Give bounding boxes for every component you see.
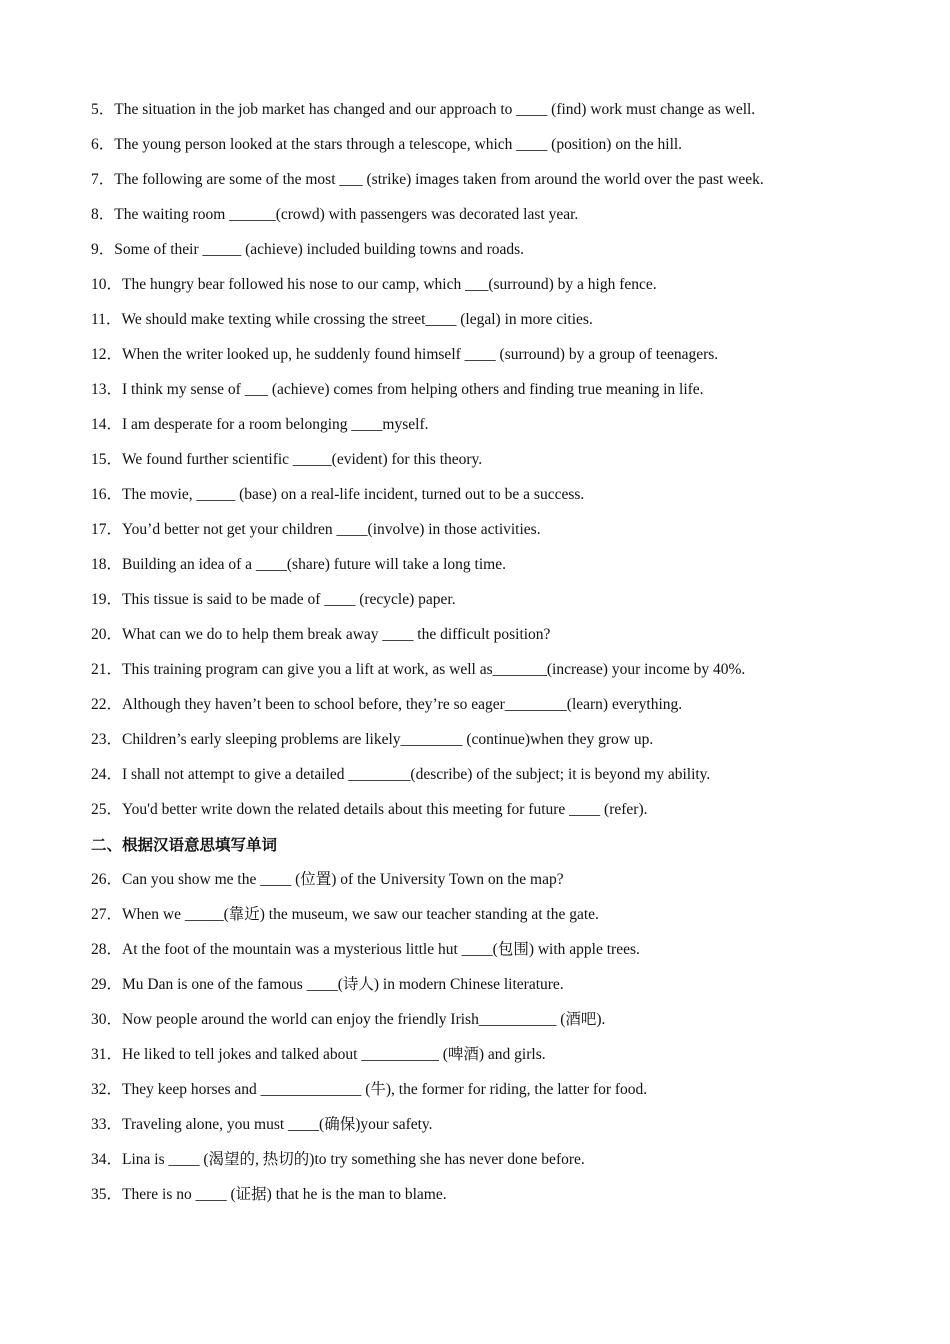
exercise-number: 26． (91, 871, 123, 888)
exercise-number: 7． (91, 171, 115, 188)
exercise-item (91, 308, 891, 343)
exercise-sentence: Traveling alone, you must ____(确保)your safety. (122, 1116, 433, 1133)
exercise-item (91, 1183, 891, 1218)
exercise-sentence: He liked to tell jokes and talked about __________ (啤酒) and girls. (122, 1046, 546, 1063)
exercise-sentence: Although they haven’t been to school before, they’re so eager________(learn) everything. (122, 696, 683, 713)
exercise-sentence: The hungry bear followed his nose to our camp, which ___(surround) by a high fence. (122, 276, 657, 293)
exercise-item (91, 973, 891, 1008)
exercise-number: 24． (91, 766, 123, 783)
exercise-number: 33． (91, 1116, 123, 1133)
exercise-number: 12． (91, 346, 123, 363)
exercise-sentence: What can we do to help them break away ____ the difficult position? (122, 626, 551, 643)
exercise-sentence: There is no ____ (证据) that he is the man to blame. (122, 1186, 447, 1203)
exercise-number: 27． (91, 906, 123, 923)
exercise-number: 20． (91, 626, 123, 643)
exercise-sentence: This training program can give you a lift at work, as well as_______(increase) your income by 40%. (122, 661, 746, 678)
exercise-item (91, 203, 891, 238)
exercise-sentence: The situation in the job market has changed and our approach to ____ (find) work must change as well. (114, 101, 756, 118)
exercise-number: 10． (91, 276, 123, 293)
exercise-number: 23． (91, 731, 123, 748)
exercise-item (91, 693, 891, 728)
exercise-number: 25． (91, 801, 123, 818)
exercise-item (91, 798, 891, 833)
exercise-number: 34． (91, 1151, 123, 1168)
exercise-sentence: I shall not attempt to give a detailed ________(describe) of the subject; it is beyond my ability. (122, 766, 711, 783)
exercise-item (91, 413, 891, 448)
exercise-number: 28． (91, 941, 123, 958)
section-2-heading: 二、根据汉语意思填写单词 (91, 836, 278, 854)
exercise-number: 22． (91, 696, 123, 713)
exercise-item (91, 238, 891, 273)
exercise-number: 14． (91, 416, 123, 433)
exercise-item (91, 658, 891, 693)
exercise-item (91, 273, 891, 308)
exercise-sentence: You’d better not get your children ____(involve) in those activities. (122, 521, 541, 538)
exercise-item (91, 623, 891, 658)
exercise-sentence: The following are some of the most ___ (strike) images taken from around the world over the past week. (114, 171, 764, 188)
exercise-number: 16． (91, 486, 123, 503)
exercise-item (91, 133, 891, 168)
exercise-number: 19． (91, 591, 123, 608)
exercise-number: 15． (91, 451, 123, 468)
worksheet-content (91, 98, 891, 1218)
exercise-number: 6． (91, 136, 115, 153)
exercise-item (91, 1078, 891, 1113)
exercise-sentence: Mu Dan is one of the famous ____(诗人) in modern Chinese literature. (122, 976, 564, 993)
exercise-sentence: I think my sense of ___ (achieve) comes from helping others and finding true meaning in life. (122, 381, 704, 398)
exercise-item (91, 518, 891, 553)
exercise-item (91, 448, 891, 483)
exercise-sentence: Building an idea of a ____(share) future will take a long time. (122, 556, 506, 573)
exercise-item (91, 378, 891, 413)
exercise-number: 30． (91, 1011, 123, 1028)
section-1-exercise-list (91, 98, 891, 833)
exercise-sentence: Can you show me the ____ (位置) of the University Town on the map? (122, 871, 564, 888)
exercise-item (91, 903, 891, 938)
exercise-item (91, 1043, 891, 1078)
exercise-sentence: At the foot of the mountain was a mysterious little hut ____(包围) with apple trees. (122, 941, 640, 958)
exercise-number: 9． (91, 241, 115, 258)
exercise-sentence: You'd better write down the related details about this meeting for future ____ (refer). (122, 801, 648, 818)
exercise-item (91, 483, 891, 518)
exercise-number: 18． (91, 556, 123, 573)
exercise-number: 8． (91, 206, 115, 223)
exercise-number: 17． (91, 521, 123, 538)
exercise-item (91, 763, 891, 798)
exercise-number: 31． (91, 1046, 123, 1063)
exercise-item (91, 938, 891, 973)
exercise-sentence: Now people around the world can enjoy the friendly Irish__________ (酒吧). (122, 1011, 606, 1028)
exercise-number: 13． (91, 381, 123, 398)
exercise-item (91, 343, 891, 378)
exercise-sentence: They keep horses and _____________ (牛), the former for riding, the latter for food. (122, 1081, 648, 1098)
exercise-sentence: When the writer looked up, he suddenly found himself ____ (surround) by a group of teenagers. (122, 346, 719, 363)
exercise-sentence: I am desperate for a room belonging ____myself. (122, 416, 429, 433)
exercise-item (91, 868, 891, 903)
exercise-item (91, 588, 891, 623)
exercise-number: 21． (91, 661, 123, 678)
exercise-number: 5． (91, 101, 115, 118)
exercise-number: 35． (91, 1186, 123, 1203)
exercise-number: 32． (91, 1081, 123, 1098)
exercise-sentence: This tissue is said to be made of ____ (recycle) paper. (122, 591, 456, 608)
exercise-number: 29． (91, 976, 123, 993)
exercise-item (91, 1008, 891, 1043)
exercise-sentence: The young person looked at the stars through a telescope, which ____ (position) on the hill. (114, 136, 683, 153)
exercise-item (91, 553, 891, 588)
exercise-sentence: When we _____(靠近) the museum, we saw our teacher standing at the gate. (122, 906, 599, 923)
exercise-sentence: The waiting room ______(crowd) with passengers was decorated last year. (114, 206, 579, 223)
exercise-sentence: The movie, _____ (base) on a real-life incident, turned out to be a success. (122, 486, 585, 503)
exercise-item (91, 168, 891, 203)
exercise-sentence: Some of their _____ (achieve) included building towns and roads. (114, 241, 525, 258)
exercise-item (91, 1113, 891, 1148)
exercise-sentence: We should make texting while crossing the street____ (legal) in more cities. (121, 311, 593, 328)
exercise-sentence: Children’s early sleeping problems are likely________ (continue)when they grow up. (122, 731, 654, 748)
exercise-number: 11． (91, 311, 122, 328)
exercise-sentence: We found further scientific _____(evident) for this theory. (122, 451, 483, 468)
exercise-item (91, 1148, 891, 1183)
exercise-sentence: Lina is ____ (渴望的, 热切的)to try something she has never done before. (122, 1151, 585, 1168)
section-2-exercise-list (91, 868, 891, 1218)
exercise-item (91, 728, 891, 763)
exercise-item (91, 98, 891, 133)
